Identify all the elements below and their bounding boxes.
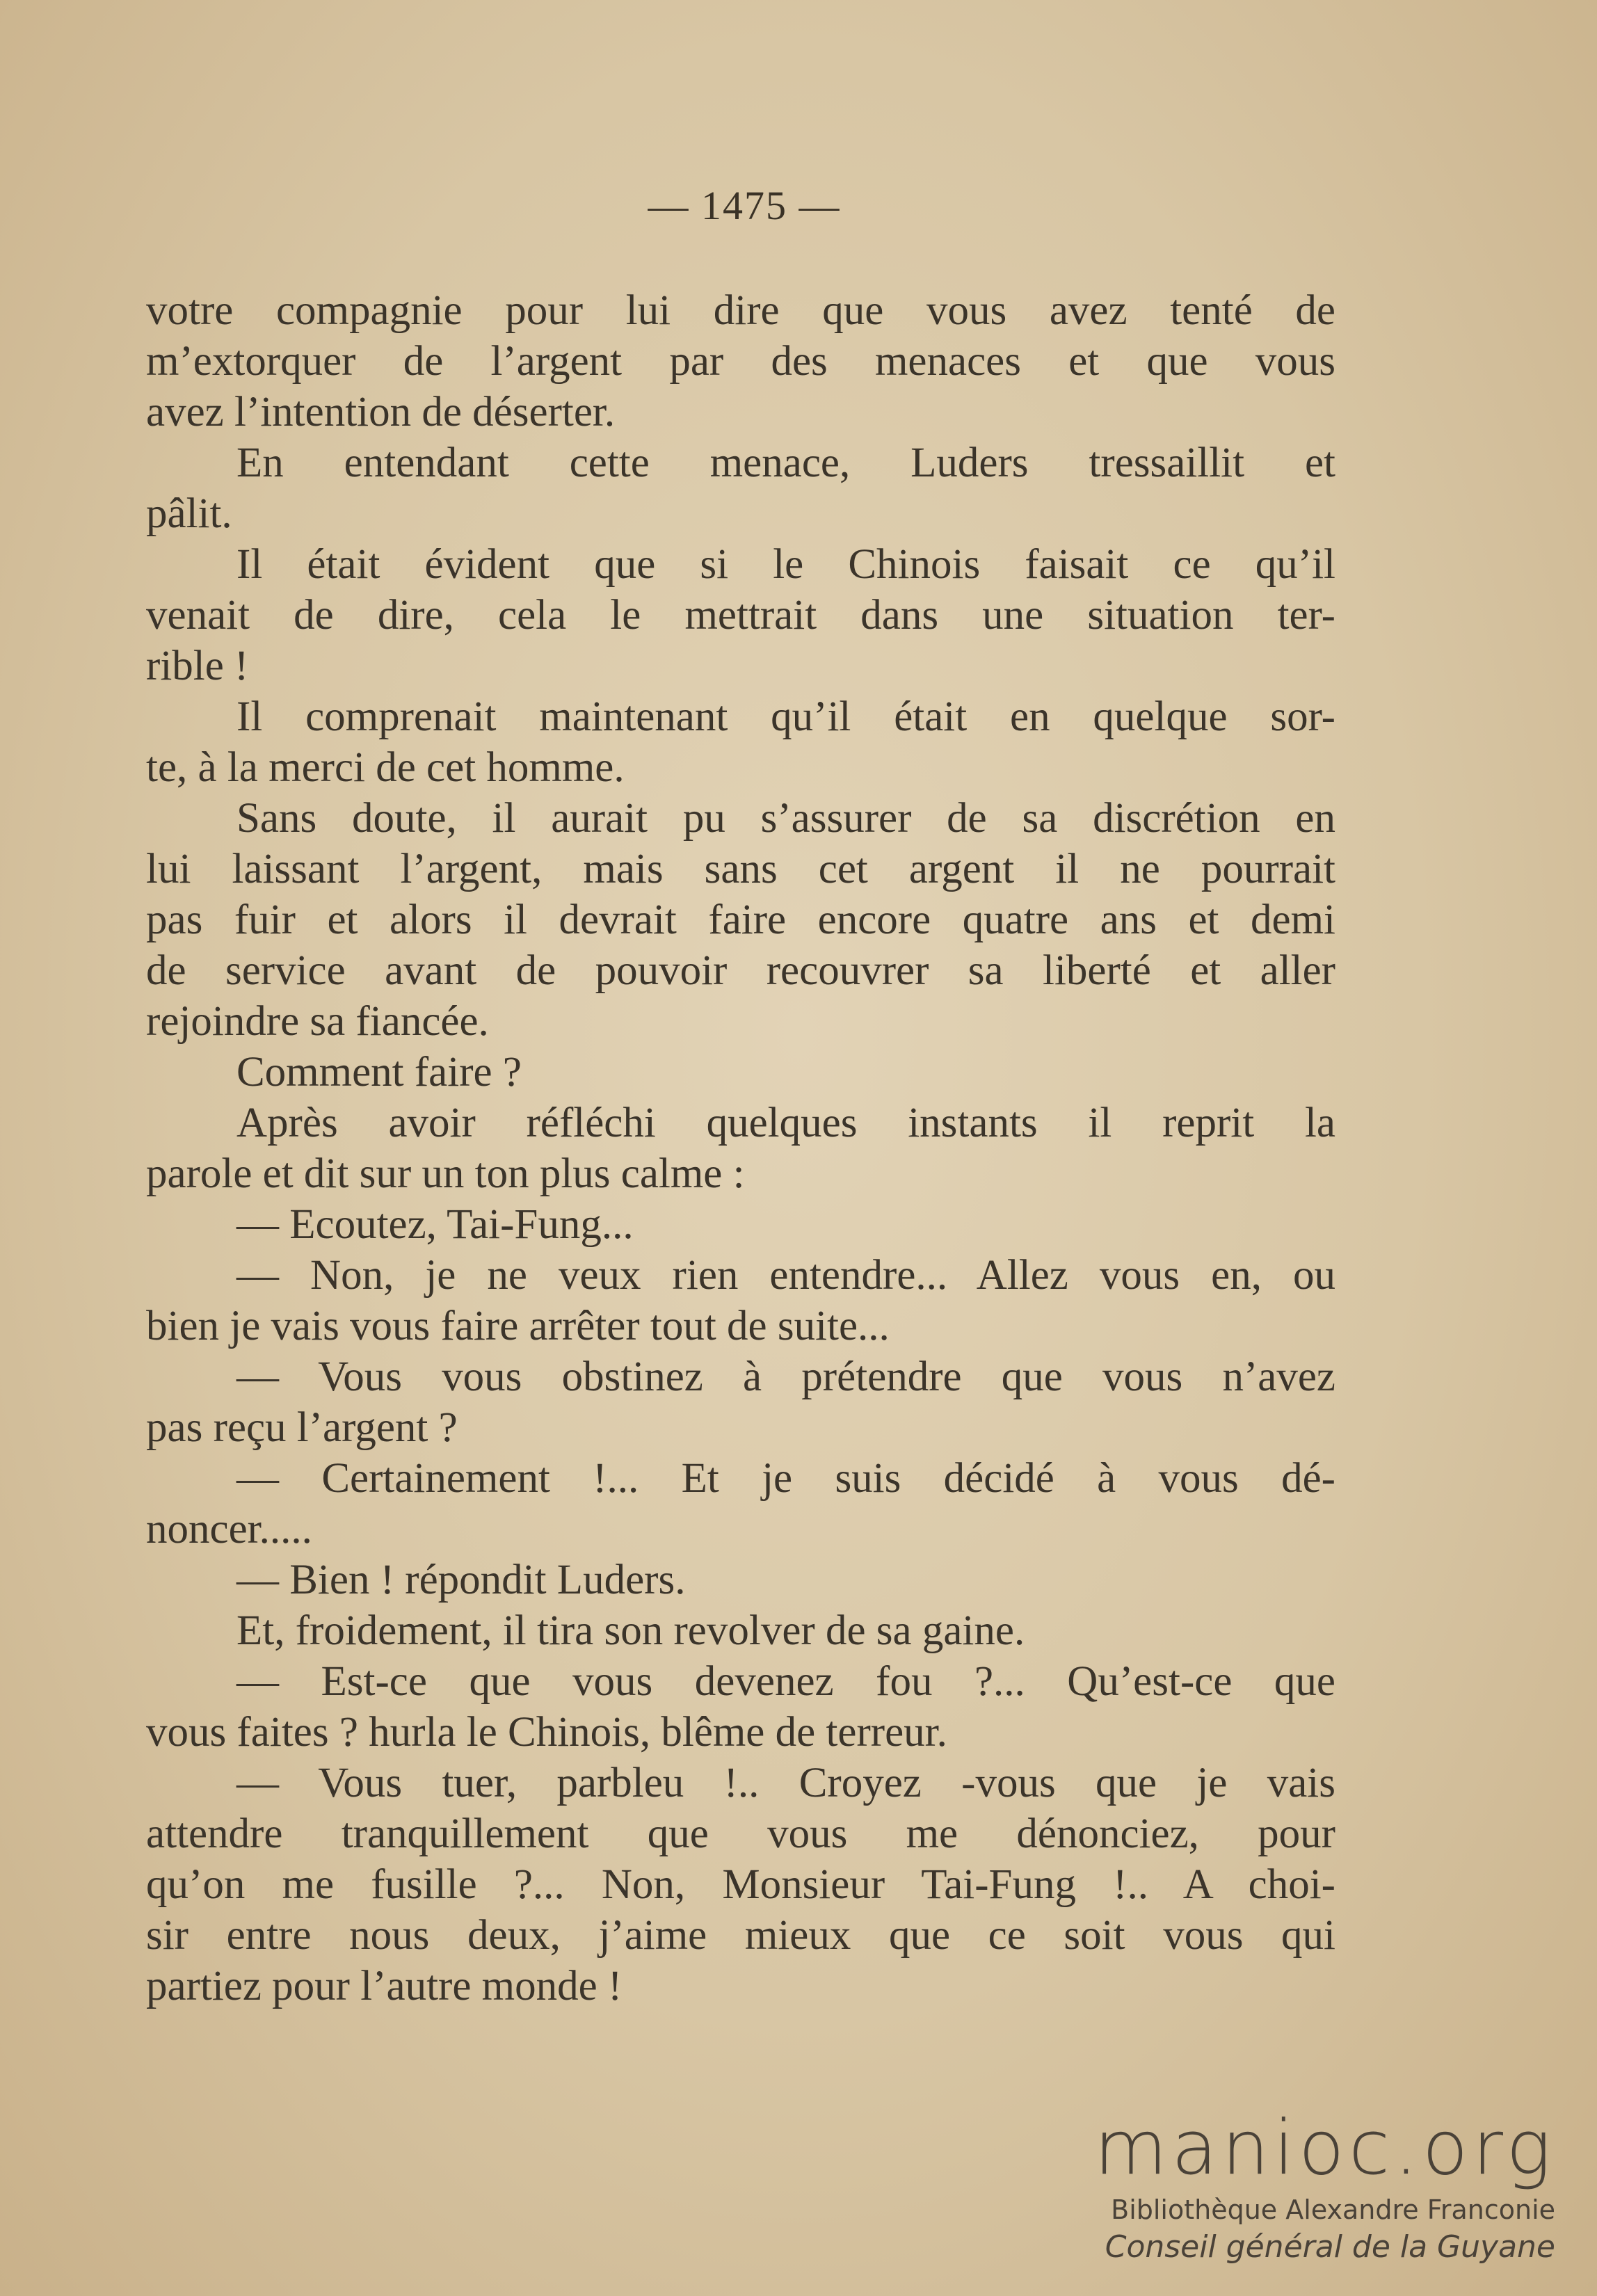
council-name: Conseil général de la Guyane <box>1105 2229 1555 2265</box>
text-line: te, à la merci de cet homme. <box>146 744 625 791</box>
text-line: Après avoir réfléchi quelques instants il reprit la <box>236 1100 1335 1146</box>
body-text <box>146 285 1335 2012</box>
text-line: attendre tranquillement que vous me dénonciez, pour <box>146 1811 1335 1857</box>
text-line: — Bien ! répondit Luders. <box>236 1557 686 1603</box>
text-line: de service avant de pouvoir recouvrer sa liberté et aller <box>146 947 1335 994</box>
text-line: lui laissant l’argent, mais sans cet argent il ne pourrait <box>146 846 1335 892</box>
text-line: Sans doute, il aurait pu s’assurer de sa discrétion en <box>236 795 1335 842</box>
text-line: venait de dire, cela le mettrait dans une situation ter- <box>146 592 1335 639</box>
text-line: — Non, je ne veux rien entendre... Allez vous en, ou <box>236 1252 1335 1299</box>
text-line: pas reçu l’argent ? <box>146 1404 458 1451</box>
text-line: — Vous vous obstinez à prétendre que vous n’avez <box>236 1354 1335 1400</box>
text-line: votre compagnie pour lui dire que vous avez tenté de <box>146 287 1335 334</box>
page-number: — 1475 — <box>648 183 841 228</box>
text-line: Il comprenait maintenant qu’il était en quelque sor- <box>236 693 1335 740</box>
text-line: pas fuir et alors il devrait faire encore quatre ans et demi <box>146 897 1335 943</box>
text-line: bien je vais vous faire arrêter tout de suite... <box>146 1303 890 1349</box>
text-line: En entendant cette menace, Luders tressaillit et <box>236 440 1335 486</box>
text-line: Il était évident que si le Chinois faisait ce qu’il <box>236 541 1335 588</box>
text-line: m’extorquer de l’argent par des menaces et que vous <box>146 338 1335 385</box>
text-line: — Vous tuer, parbleu !.. Croyez -vous que je vais <box>236 1760 1335 1806</box>
manioc-watermark <box>1054 2105 1555 2267</box>
manioc-logo: manioc.org <box>1093 2105 1555 2192</box>
text-line: rible ! <box>146 643 249 689</box>
text-line: avez l’intention de déserter. <box>146 389 616 435</box>
text-line: vous faites ? hurla le Chinois, blême de terreur. <box>146 1709 947 1756</box>
text-line: sir entre nous deux, j’aime mieux que ce soit vous qui <box>146 1912 1335 1959</box>
text-line: — Certainement !... Et je suis décidé à vous dé- <box>236 1455 1335 1502</box>
text-line: — Est-ce que vous devenez fou ?... Qu’est-ce que <box>236 1658 1335 1705</box>
text-line: pâlit. <box>146 490 232 537</box>
text-line: Comment faire ? <box>236 1049 522 1095</box>
text-line: Et, froidement, il tira son revolver de sa gaine. <box>236 1607 1025 1654</box>
text-line: parole et dit sur un ton plus calme : <box>146 1150 745 1197</box>
text-line: qu’on me fusille ?... Non, Monsieur Tai-Fung !.. A choi- <box>146 1861 1335 1908</box>
text-line: noncer..... <box>146 1506 312 1552</box>
text-line: — Ecoutez, Tai-Fung... <box>236 1201 634 1248</box>
library-name: Bibliothèque Alexandre Franconie <box>1111 2194 1555 2225</box>
text-line: rejoindre sa fiancée. <box>146 998 489 1045</box>
text-line: partiez pour l’autre monde ! <box>146 1963 623 2009</box>
